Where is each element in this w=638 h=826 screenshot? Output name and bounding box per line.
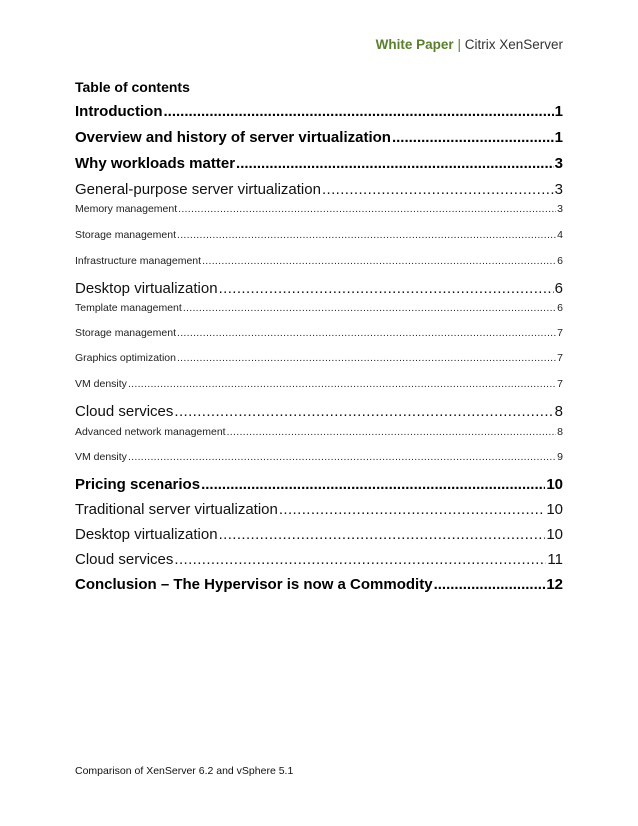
toc-title: Table of contents bbox=[75, 79, 190, 95]
toc-dot-leader bbox=[322, 181, 554, 198]
toc-dot-leader bbox=[227, 426, 557, 438]
toc-entry-title: General-purpose server virtualization bbox=[75, 181, 321, 198]
toc-entry-title: Template management bbox=[75, 302, 182, 314]
toc-entry-page-number: 12 bbox=[546, 576, 563, 593]
toc-entry[interactable] bbox=[75, 451, 563, 463]
toc-entry[interactable] bbox=[75, 576, 563, 593]
toc-entry-page-number: 1 bbox=[554, 129, 563, 146]
toc-entry-page-number: 8 bbox=[557, 426, 563, 438]
toc-dot-leader bbox=[219, 280, 554, 297]
toc-dot-leader bbox=[178, 203, 556, 215]
toc-entry[interactable] bbox=[75, 129, 563, 146]
toc-entry-title: Cloud services bbox=[75, 403, 174, 420]
toc-entry-page-number: 3 bbox=[554, 181, 563, 198]
page-footer: Comparison of XenServer 6.2 and vSphere 5.1 bbox=[75, 765, 294, 777]
toc-dot-leader bbox=[177, 229, 556, 241]
toc-entry-page-number: 4 bbox=[557, 229, 563, 241]
toc-entry-title: Advanced network management bbox=[75, 426, 226, 438]
toc-entry-title: VM density bbox=[75, 378, 127, 390]
toc-entry-title: Desktop virtualization bbox=[75, 280, 218, 297]
header-doc-type: White Paper bbox=[375, 37, 454, 52]
toc-entry-page-number: 11 bbox=[547, 551, 563, 568]
toc-entry[interactable] bbox=[75, 103, 563, 120]
toc-entry[interactable] bbox=[75, 352, 563, 364]
toc-entry-page-number: 3 bbox=[554, 155, 563, 172]
toc-entry[interactable] bbox=[75, 526, 563, 543]
toc-entry-title: Memory management bbox=[75, 203, 178, 215]
toc-entry-title: Overview and history of server virtualization bbox=[75, 129, 391, 146]
toc-entry[interactable] bbox=[75, 378, 563, 390]
toc-entry-page-number: 10 bbox=[546, 501, 563, 518]
toc-entry-page-number: 7 bbox=[557, 327, 563, 339]
toc-entry[interactable] bbox=[75, 501, 563, 518]
toc-dot-leader bbox=[434, 576, 546, 593]
toc-entry-page-number: 6 bbox=[557, 302, 563, 314]
toc-dot-leader bbox=[183, 302, 556, 314]
toc-entry-page-number: 9 bbox=[557, 451, 563, 463]
toc-dot-leader bbox=[128, 378, 556, 390]
toc-entry-page-number: 1 bbox=[554, 103, 563, 120]
toc-entry-title: Graphics optimization bbox=[75, 352, 176, 364]
toc-entry-title: Conclusion – The Hypervisor is now a Commodity bbox=[75, 576, 433, 593]
toc-entry-title: Desktop virtualization bbox=[75, 526, 218, 543]
toc-entry-page-number: 7 bbox=[557, 352, 563, 364]
toc-entry[interactable] bbox=[75, 155, 563, 172]
toc-entry[interactable] bbox=[75, 280, 563, 297]
toc-dot-leader bbox=[174, 551, 546, 568]
toc-dot-leader bbox=[128, 451, 556, 463]
toc-entry-title: Introduction bbox=[75, 103, 163, 120]
toc-entry-page-number: 3 bbox=[557, 203, 563, 215]
toc-entry[interactable] bbox=[75, 403, 563, 420]
toc-entry[interactable] bbox=[75, 426, 563, 438]
toc-entry-page-number: 8 bbox=[554, 403, 563, 420]
toc-dot-leader bbox=[202, 255, 556, 267]
header-product: Citrix XenServer bbox=[464, 37, 563, 52]
toc-dot-leader bbox=[279, 501, 545, 518]
toc-entry[interactable] bbox=[75, 255, 563, 267]
toc-entry-page-number: 6 bbox=[557, 255, 563, 267]
toc-entry-title: Why workloads matter bbox=[75, 155, 236, 172]
toc-entry[interactable] bbox=[75, 181, 563, 198]
toc-entry[interactable] bbox=[75, 203, 563, 215]
toc-entry-title: VM density bbox=[75, 451, 127, 463]
header-separator: | bbox=[457, 37, 461, 52]
toc-dot-leader bbox=[236, 155, 554, 172]
toc-entry-page-number: 10 bbox=[546, 476, 563, 493]
toc-dot-leader bbox=[392, 129, 554, 146]
toc-entry-title: Storage management bbox=[75, 327, 176, 339]
toc-entry[interactable] bbox=[75, 327, 563, 339]
toc-dot-leader bbox=[201, 476, 545, 493]
toc-entry-title: Cloud services bbox=[75, 551, 174, 568]
toc-entry[interactable] bbox=[75, 302, 563, 314]
toc-dot-leader bbox=[177, 327, 556, 339]
toc-entry-page-number: 7 bbox=[557, 378, 563, 390]
toc-entry-page-number: 10 bbox=[546, 526, 563, 543]
toc-entry-title: Storage management bbox=[75, 229, 176, 241]
toc-entry-title: Traditional server virtualization bbox=[75, 501, 278, 518]
toc-dot-leader bbox=[163, 103, 553, 120]
page-header bbox=[376, 37, 563, 52]
toc-entry[interactable] bbox=[75, 476, 563, 493]
toc-dot-leader bbox=[174, 403, 553, 420]
toc-entry-page-number: 6 bbox=[554, 280, 563, 297]
toc-dot-leader bbox=[177, 352, 556, 364]
toc-dot-leader bbox=[219, 526, 546, 543]
toc-entry-title: Infrastructure management bbox=[75, 255, 202, 267]
toc-entry[interactable] bbox=[75, 551, 563, 568]
toc-entry[interactable] bbox=[75, 229, 563, 241]
toc-entry-title: Pricing scenarios bbox=[75, 476, 201, 493]
